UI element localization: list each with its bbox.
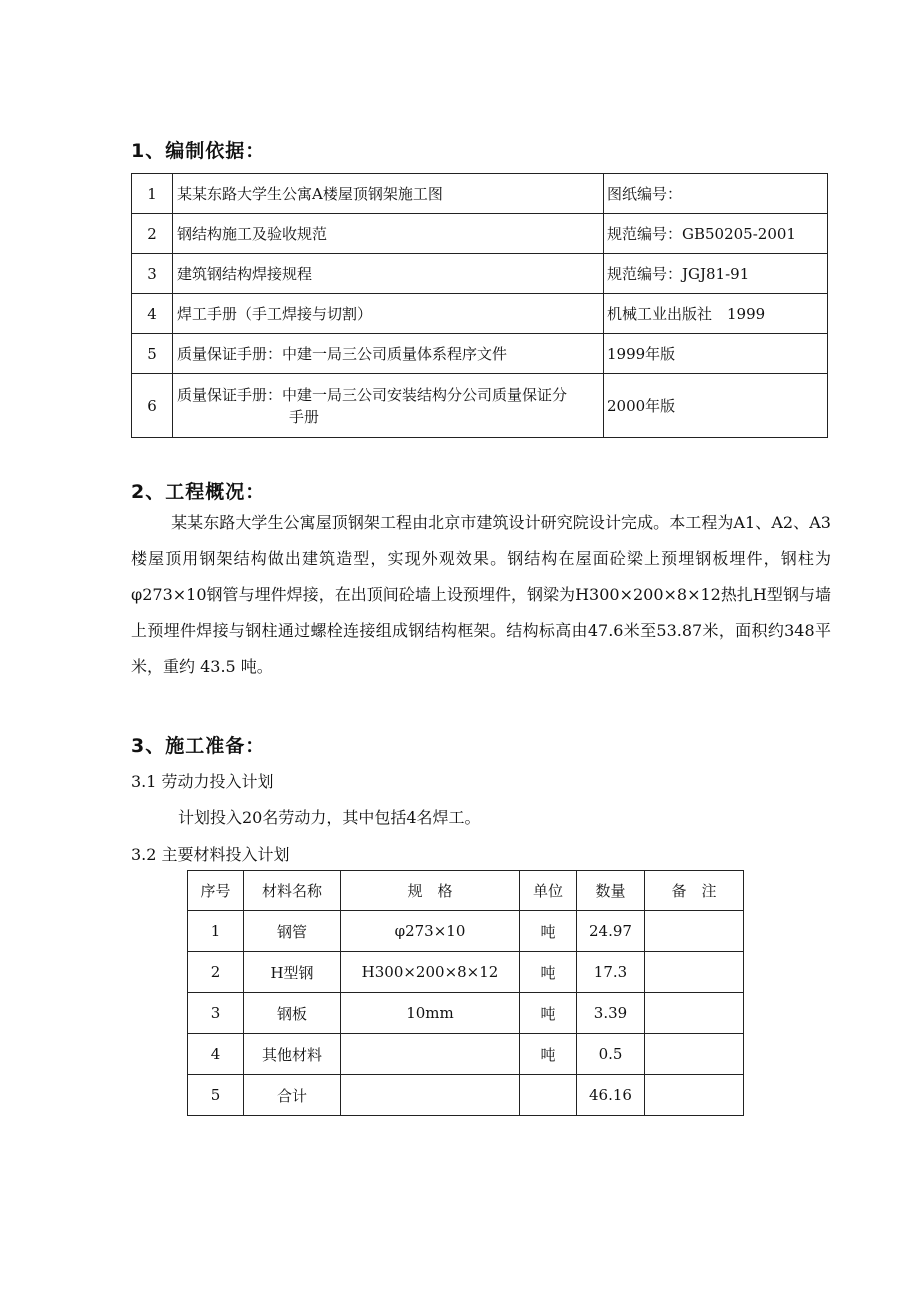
document-code: 机械工业出版社 1999 <box>604 294 828 334</box>
document-name: 某某东路大学生公寓A楼屋顶钢架施工图 <box>173 174 604 214</box>
table-row <box>188 1075 744 1116</box>
material-quantity: 0.5 <box>577 1034 645 1075</box>
table-row <box>132 174 828 214</box>
document-code: 2000年版 <box>604 374 828 438</box>
table-row <box>132 214 828 254</box>
material-quantity: 17.3 <box>577 952 645 993</box>
material-name: 钢管 <box>244 911 341 952</box>
section-2-heading: 2、工程概况： <box>131 481 266 503</box>
material-spec: 10mm <box>341 993 520 1034</box>
material-quantity: 46.16 <box>577 1075 645 1116</box>
material-quantity: 24.97 <box>577 911 645 952</box>
material-note <box>645 993 744 1034</box>
row-number: 1 <box>132 174 173 214</box>
row-number: 5 <box>188 1075 244 1116</box>
row-number: 4 <box>188 1034 244 1075</box>
column-header: 材料名称 <box>244 871 341 911</box>
column-header: 备 注 <box>645 871 744 911</box>
material-spec <box>341 1075 520 1116</box>
document-code: 1999年版 <box>604 334 828 374</box>
row-number: 2 <box>188 952 244 993</box>
material-name: 其他材料 <box>244 1034 341 1075</box>
material-quantity: 3.39 <box>577 993 645 1034</box>
document-name-line1: 质量保证手册：中建一局三公司安装结构分公司质量保证分 <box>177 385 568 404</box>
material-name: H型钢 <box>244 952 341 993</box>
material-plan-title: 3.2 主要材料投入计划 <box>131 845 290 864</box>
document-code: 图纸编号： <box>604 174 828 214</box>
labor-plan-text: 计划投入20名劳动力，其中包括4名焊工。 <box>178 808 481 827</box>
row-number: 3 <box>132 254 173 294</box>
material-note <box>645 911 744 952</box>
document-name: 焊工手册（手工焊接与切割） <box>173 294 604 334</box>
section-1-heading: 1、编制依据： <box>131 140 266 162</box>
material-unit <box>520 1075 577 1116</box>
row-number: 3 <box>188 993 244 1034</box>
material-spec: φ273×10 <box>341 911 520 952</box>
row-number: 6 <box>132 374 173 438</box>
material-unit: 吨 <box>520 993 577 1034</box>
material-spec: H300×200×8×12 <box>341 952 520 993</box>
material-unit: 吨 <box>520 952 577 993</box>
material-note <box>645 952 744 993</box>
table-header-row <box>188 871 744 911</box>
table-row <box>132 254 828 294</box>
row-number: 1 <box>188 911 244 952</box>
document-name: 建筑钢结构焊接规程 <box>173 254 604 294</box>
table-row <box>188 911 744 952</box>
column-header: 规 格 <box>341 871 520 911</box>
document-code: 规范编号：JGJ81-91 <box>604 254 828 294</box>
material-spec <box>341 1034 520 1075</box>
row-number: 5 <box>132 334 173 374</box>
material-name: 钢板 <box>244 993 341 1034</box>
table-row <box>132 374 828 438</box>
table-row <box>188 993 744 1034</box>
document-name: 钢结构施工及验收规范 <box>173 214 604 254</box>
material-table <box>187 870 744 1116</box>
document-name-line2: 手册 <box>289 407 320 426</box>
table-row <box>188 952 744 993</box>
column-header: 数量 <box>577 871 645 911</box>
material-name: 合计 <box>244 1075 341 1116</box>
document-name: 质量保证手册：中建一局三公司质量体系程序文件 <box>173 334 604 374</box>
material-note <box>645 1034 744 1075</box>
row-number: 2 <box>132 214 173 254</box>
section-3-heading: 3、施工准备： <box>131 735 266 757</box>
column-header: 序号 <box>188 871 244 911</box>
document-name <box>173 374 604 438</box>
column-header: 单位 <box>520 871 577 911</box>
material-unit: 吨 <box>520 1034 577 1075</box>
project-overview-paragraph <box>131 505 831 685</box>
material-note <box>645 1075 744 1116</box>
row-number: 4 <box>132 294 173 334</box>
reference-table <box>131 173 828 438</box>
table-row <box>132 294 828 334</box>
material-unit: 吨 <box>520 911 577 952</box>
table-row <box>188 1034 744 1075</box>
labor-plan-title: 3.1 劳动力投入计划 <box>131 772 274 791</box>
table-row <box>132 334 828 374</box>
document-code: 规范编号：GB50205-2001 <box>604 214 828 254</box>
project-overview-text: 某某东路大学生公寓屋顶钢架工程由北京市建筑设计研究院设计完成。本工程为A1、A2、A3楼屋顶用钢架结构做出建筑造型，实现外观效果。钢结构在屋面砼梁上预埋钢板埋件，钢柱为φ273×10钢管与埋件焊接，在出顶间砼墙上设预埋件，钢梁为H300×200×8×12热扎H型钢与墙上预埋件焊接与钢柱通过螺栓连接组成钢结构框架。结构标高由47.6米至53.87米，面积约348平米，重约 43.5 吨。 <box>131 513 831 676</box>
